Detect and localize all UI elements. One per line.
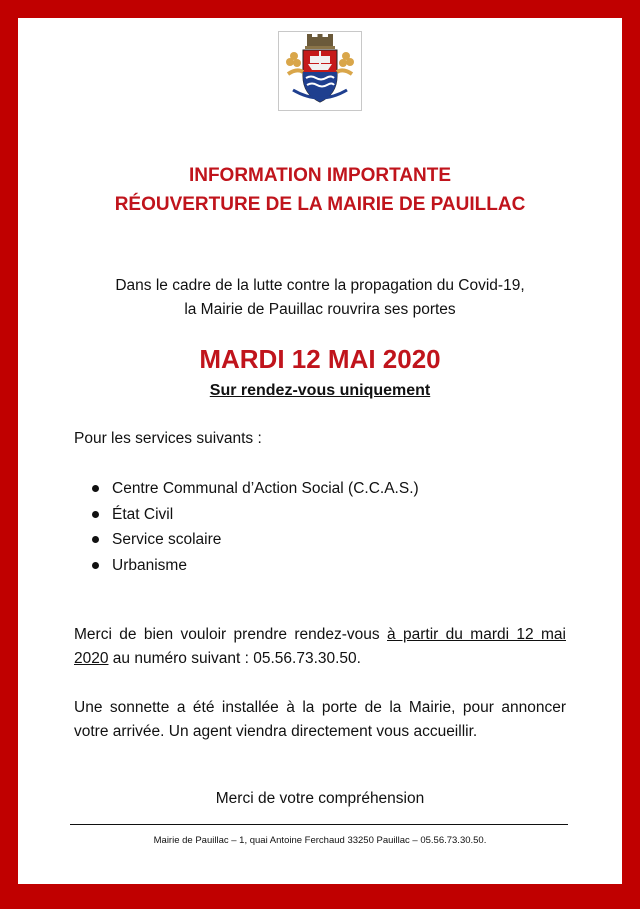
contact-date-underlined: à partir du mardi 12 mai 2020: [74, 626, 566, 667]
appointment-note: Sur rendez-vous uniquement: [209, 382, 431, 399]
list-item: Service scolaire: [74, 527, 419, 553]
doorbell-paragraph: Une sonnette a été installée à la porte de la Mairie, pour annoncer votre arrivée. Un agent viendra directement vous accueillir.: [74, 699, 566, 740]
pauillac-coat-of-arms-icon: [279, 32, 361, 110]
reopening-date: MARDI 12 MAI 2020: [199, 344, 441, 374]
bullet-icon: [92, 562, 99, 569]
list-item: Centre Communal d’Action Social (C.C.A.S.): [74, 476, 419, 502]
bullet-icon: [92, 485, 99, 492]
crest-frame: [278, 31, 362, 111]
contact-paragraph: Merci de bien vouloir prendre rendez-vous à partir du mardi 12 mai 2020 au numéro suivant : 05.56.73.30.50.: [74, 626, 566, 667]
bullet-icon: [92, 536, 99, 543]
notice-page: [18, 18, 622, 884]
services-list: [74, 476, 419, 578]
list-item: Urbanisme: [74, 553, 419, 579]
list-item: État Civil: [74, 502, 419, 528]
services-intro: Pour les services suivants :: [74, 430, 262, 447]
heading-line-1: INFORMATION IMPORTANTE: [188, 165, 452, 186]
intro-line-1: Dans le cadre de la lutte contre la propagation du Covid-19,: [115, 277, 525, 294]
footer-address: Mairie de Pauillac – 1, quai Antoine Ferchaud 33250 Pauillac – 05.56.73.30.50.: [153, 835, 487, 846]
heading-line-2: RÉOUVERTURE DE LA MAIRIE DE PAUILLAC: [114, 194, 526, 215]
intro-line-2: la Mairie de Pauillac rouvrira ses portes: [184, 301, 456, 318]
intro-text: [18, 274, 622, 322]
bullet-icon: [92, 511, 99, 518]
footer-divider: [70, 824, 568, 825]
thanks-text: Merci de votre compréhension: [215, 790, 425, 807]
